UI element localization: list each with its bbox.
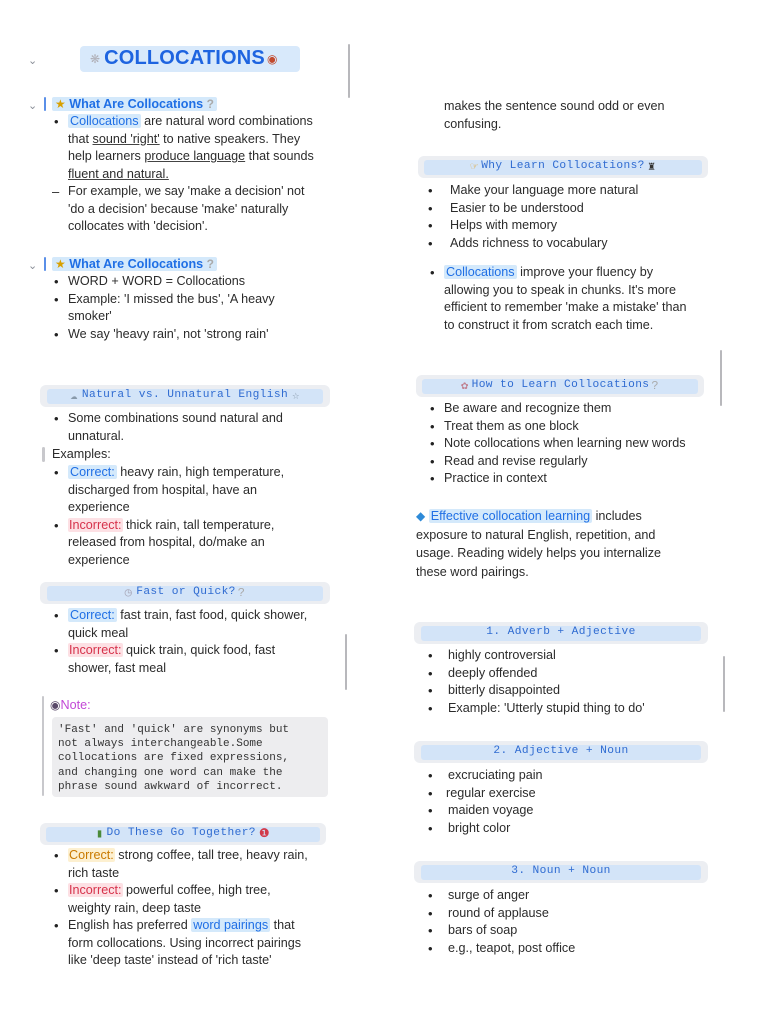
- heading-marker: [44, 257, 46, 271]
- section-bar: ◷ Fast or Quick? ?: [40, 582, 330, 604]
- bullet-block: [426, 887, 716, 957]
- bullet-block: [52, 113, 342, 236]
- section-bar: ✿ How to Learn Collocations ?: [416, 375, 704, 397]
- section-heading: ★ What Are Collocations ?: [52, 96, 217, 114]
- gem-icon: ◆: [416, 509, 426, 523]
- section-bar: 3. Noun + Noun: [414, 861, 708, 883]
- list-item: • Correct: fast train, fast food, quick shower, quick meal: [52, 607, 342, 642]
- list-item: – For example, we say 'make a decision' not 'do a decision' because 'make' naturally collocates with 'decision'.: [52, 183, 342, 236]
- question-icon: ?: [237, 586, 246, 600]
- list-item: • Example: 'I missed the bus', 'A heavy smoker': [52, 291, 342, 326]
- bullet-block: [52, 607, 342, 677]
- quote-bar: [42, 447, 45, 462]
- list-item: • Example: 'Utterly stupid thing to do': [426, 700, 716, 718]
- list-item: • e.g., teapot, post office: [426, 940, 716, 958]
- section-bar: 2. Adjective + Noun: [414, 741, 708, 763]
- question-icon: ?: [206, 257, 214, 271]
- section-bar: ▮ Do These Go Together? ❶: [40, 823, 326, 845]
- list-item: • Incorrect: thick rain, tall temperature, released from hospital, do/make an experience: [52, 517, 342, 570]
- list-item: • bars of soap: [426, 922, 716, 940]
- section-heading: ★ What Are Collocations ?: [52, 256, 217, 274]
- cloud-icon: ☁: [70, 389, 78, 403]
- eye-icon: ◉: [50, 698, 61, 712]
- question-icon: ?: [206, 97, 214, 111]
- bullet-block: [52, 847, 348, 970]
- lightbulb-icon: ★: [55, 257, 66, 271]
- list-item: • Be aware and recognize them: [428, 400, 718, 418]
- list-item: • excruciating pain: [426, 767, 716, 785]
- scrollbar[interactable]: [723, 656, 725, 712]
- collapse-chevron-icon[interactable]: ⌄: [28, 55, 38, 67]
- pin-icon: ❶: [258, 827, 271, 841]
- collapse-chevron-icon[interactable]: ⌄: [28, 100, 38, 112]
- list-item: • Read and revise regularly: [428, 453, 718, 471]
- page-title: ❋ COLLOCATIONS ◉: [80, 46, 300, 72]
- list-item: • Adds richness to vocabulary: [426, 235, 716, 253]
- list-item: • English has preferred word pairings that form collocations. Using incorrect pairings like 'deep taste' instead of 'rich taste': [52, 917, 348, 970]
- paragraph: ◆ Effective collocation learning includes exposure to natural English, repetition, and usage. Reading widely helps you internalize these word pairings.: [416, 509, 662, 579]
- scrollbar[interactable]: [345, 634, 347, 690]
- cow-icon: ♜: [647, 160, 656, 174]
- tornado-icon: ☆: [292, 389, 300, 403]
- list-item: • deeply offended: [426, 665, 716, 683]
- question-icon: ?: [651, 379, 660, 393]
- flower-icon: ✿: [460, 379, 469, 393]
- bullet-block: [426, 767, 716, 837]
- list-item: • Incorrect: powerful coffee, high tree, weighty rain, deep taste: [52, 882, 348, 917]
- scrollbar[interactable]: [720, 350, 722, 406]
- battery-icon: ▮: [95, 827, 104, 841]
- examples-label: Examples:: [52, 447, 111, 461]
- bullet-block: [426, 647, 716, 717]
- list-item: • WORD + WORD = Collocations: [52, 273, 342, 291]
- bullet-block: [428, 400, 718, 488]
- list-item: • Correct: strong coffee, tall tree, heavy rain, rich taste: [52, 847, 348, 882]
- collapse-chevron-icon[interactable]: ⌄: [28, 260, 38, 272]
- bullet-block: [52, 464, 342, 569]
- section-bar: ☁ Natural vs. Unnatural English ☆: [40, 385, 330, 407]
- list-item: • highly controversial: [426, 647, 716, 665]
- note-label: ◉Note:: [50, 698, 91, 712]
- list-item: • regular exercise: [426, 785, 716, 803]
- list-item: • Helps with memory: [426, 217, 716, 235]
- list-item: • round of applause: [426, 905, 716, 923]
- hand-icon: ☞: [470, 160, 479, 174]
- scrollbar[interactable]: [348, 44, 350, 98]
- list-item: • bright color: [426, 820, 716, 838]
- list-item: • Practice in context: [428, 470, 718, 488]
- list-item: • Collocations improve your fluency by allowing you to speak in chunks. It's more efficient to remember 'make a mistake' than to construct it from scratch each time.: [428, 264, 718, 334]
- list-item: • Correct: heavy rain, high temperature, discharged from hospital, have an experience: [52, 464, 342, 517]
- list-item: • We say 'heavy rain', not 'strong rain': [52, 326, 342, 344]
- list-item: • Make your language more natural: [426, 182, 716, 200]
- clock-icon: ◷: [124, 586, 133, 600]
- bullet-block: [52, 410, 342, 445]
- section-bar: ☞ Why Learn Collocations? ♜: [418, 156, 708, 178]
- list-item: • Some combinations sound natural and unnatural.: [52, 410, 342, 445]
- list-item: • Note collocations when learning new words: [428, 435, 718, 453]
- pie-icon: ◉: [266, 52, 278, 66]
- list-item: • Incorrect: quick train, quick food, fast shower, fast meal: [52, 642, 342, 677]
- bullet-block: [426, 182, 716, 252]
- list-item: • Treat them as one block: [428, 418, 718, 436]
- lightbulb-icon: ★: [55, 97, 66, 111]
- bullet-block: [52, 273, 342, 343]
- list-item: • Collocations are natural word combinations that sound 'right' to native speakers. They help learners produce language that sounds fluent and natural.: [52, 113, 342, 183]
- list-item: • bitterly disappointed: [426, 682, 716, 700]
- bunny-icon: ❋: [90, 52, 101, 66]
- section-bar: 1. Adverb + Adjective: [414, 622, 708, 644]
- highlight-term: Collocations: [70, 114, 139, 128]
- list-item: • Easier to be understood: [426, 200, 716, 218]
- quote-bar: [42, 696, 44, 796]
- bullet-block: [428, 264, 718, 334]
- paragraph: makes the sentence sound odd or even confusing.: [444, 99, 665, 131]
- note-code-block: 'Fast' and 'quick' are synonyms but not always interchangeable.Some collocations are fixed expressions, and changing one word can make the phrase sound awkward of incorrect.: [52, 717, 328, 797]
- list-item: • surge of anger: [426, 887, 716, 905]
- heading-marker: [44, 97, 46, 111]
- list-item: • maiden voyage: [426, 802, 716, 820]
